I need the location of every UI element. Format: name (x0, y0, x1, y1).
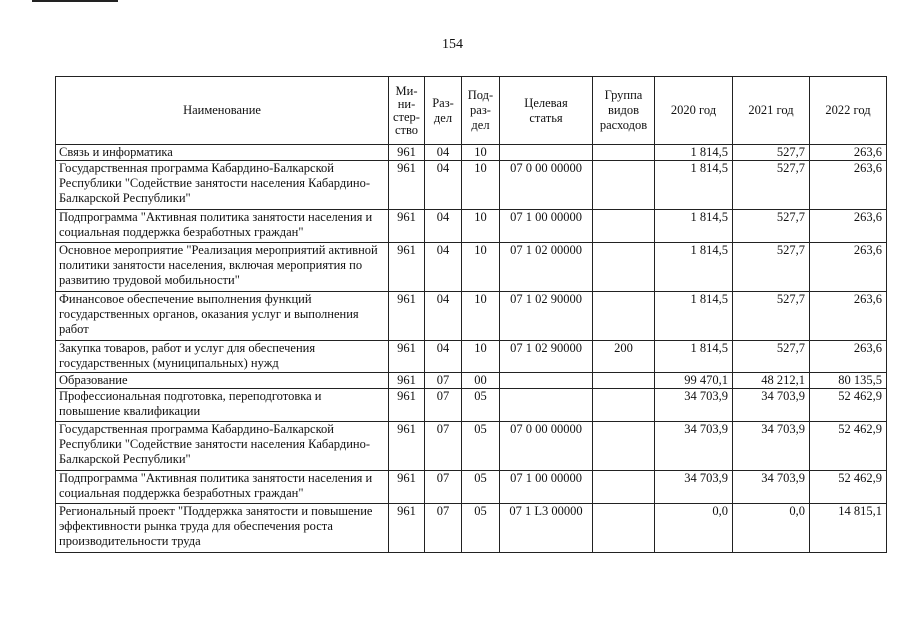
table-row (56, 210, 887, 243)
page-number: 154 (442, 37, 463, 52)
row-2021: 34 703,9 (733, 471, 810, 504)
row-2020: 1 814,5 (655, 210, 733, 243)
row-expense-group (593, 504, 655, 553)
header-2021: 2021 год (733, 77, 810, 145)
row-target (500, 373, 593, 389)
row-target: 07 1 02 00000 (500, 243, 593, 292)
row-name: Региональный проект "Поддержка занятости и повышение эффективности рынка труда для обеспечения роста производительности труда (56, 504, 389, 553)
row-name: Основное мероприятие "Реализация мероприятий активной политики занятости населения, включая мероприятия по развитию трудовой мобильности" (56, 243, 389, 292)
row-target: 07 1 00 00000 (500, 471, 593, 504)
header-target: Целевая статья (500, 77, 593, 145)
row-2021: 527,7 (733, 210, 810, 243)
row-ministry: 961 (389, 292, 425, 341)
table-row (56, 161, 887, 210)
row-name: Образование (56, 373, 389, 389)
row-target: 07 1 02 90000 (500, 341, 593, 373)
row-expense-group (593, 243, 655, 292)
table-row (56, 145, 887, 161)
row-ministry: 961 (389, 422, 425, 471)
row-section: 07 (425, 373, 462, 389)
row-name: Государственная программа Кабардино-Балкарской Республики "Содействие занятости населения Кабардино-Балкарской Республики" (56, 422, 389, 471)
table-row (56, 292, 887, 341)
row-name: Государственная программа Кабардино-Балкарской Республики "Содействие занятости населения Кабардино-Балкарской Республики" (56, 161, 389, 210)
row-2021: 48 212,1 (733, 373, 810, 389)
row-section: 04 (425, 292, 462, 341)
row-2020: 1 814,5 (655, 341, 733, 373)
row-ministry: 961 (389, 373, 425, 389)
header-section: Раз- дел (425, 77, 462, 145)
row-2021: 527,7 (733, 243, 810, 292)
row-expense-group (593, 373, 655, 389)
row-ministry: 961 (389, 471, 425, 504)
table-row (56, 422, 887, 471)
row-subsection: 10 (462, 341, 500, 373)
row-ministry: 961 (389, 504, 425, 553)
row-2020: 1 814,5 (655, 145, 733, 161)
row-subsection: 10 (462, 243, 500, 292)
row-section: 04 (425, 210, 462, 243)
row-2022: 52 462,9 (810, 389, 887, 422)
row-ministry: 961 (389, 145, 425, 161)
row-target (500, 145, 593, 161)
row-section: 07 (425, 422, 462, 471)
header-expense-group: Группа видов расходов (593, 77, 655, 145)
row-2020: 34 703,9 (655, 471, 733, 504)
row-ministry: 961 (389, 210, 425, 243)
row-expense-group (593, 210, 655, 243)
row-section: 07 (425, 471, 462, 504)
row-section: 04 (425, 341, 462, 373)
row-target: 07 1 00 00000 (500, 210, 593, 243)
row-target: 07 0 00 00000 (500, 422, 593, 471)
table-row (56, 373, 887, 389)
row-expense-group (593, 422, 655, 471)
row-2020: 1 814,5 (655, 161, 733, 210)
header-2022: 2022 год (810, 77, 887, 145)
row-subsection: 10 (462, 210, 500, 243)
row-2020: 1 814,5 (655, 243, 733, 292)
row-subsection: 05 (462, 504, 500, 553)
row-2022: 263,6 (810, 243, 887, 292)
row-section: 04 (425, 243, 462, 292)
row-name: Профессиональная подготовка, переподготовка и повышение квалификации (56, 389, 389, 422)
top-corner-mark (0, 0, 130, 4)
row-name: Закупка товаров, работ и услуг для обеспечения государственных (муниципальных) нужд (56, 341, 389, 373)
row-2021: 527,7 (733, 161, 810, 210)
row-2022: 52 462,9 (810, 422, 887, 471)
row-expense-group (593, 145, 655, 161)
row-2022: 263,6 (810, 161, 887, 210)
row-section: 07 (425, 389, 462, 422)
header-name: Наименование (56, 77, 389, 145)
row-section: 04 (425, 145, 462, 161)
row-ministry: 961 (389, 389, 425, 422)
row-subsection: 10 (462, 145, 500, 161)
row-2020: 0,0 (655, 504, 733, 553)
row-2021: 527,7 (733, 145, 810, 161)
row-subsection: 05 (462, 422, 500, 471)
table-row (56, 504, 887, 553)
row-expense-group (593, 161, 655, 210)
row-2021: 527,7 (733, 341, 810, 373)
row-name: Связь и информатика (56, 145, 389, 161)
row-expense-group: 200 (593, 341, 655, 373)
row-name: Финансовое обеспечение выполнения функций государственных органов, оказания услуг и выполнения работ (56, 292, 389, 341)
row-section: 04 (425, 161, 462, 210)
row-name: Подпрограмма "Активная политика занятости населения и социальная поддержка безработных граждан" (56, 471, 389, 504)
header-ministry: Ми- ни- стер- ство (389, 77, 425, 145)
table-body (56, 145, 887, 553)
row-name: Подпрограмма "Активная политика занятости населения и социальная поддержка безработных граждан" (56, 210, 389, 243)
row-expense-group (593, 389, 655, 422)
table-row (56, 389, 887, 422)
row-2021: 0,0 (733, 504, 810, 553)
row-ministry: 961 (389, 341, 425, 373)
row-target: 07 1 L3 00000 (500, 504, 593, 553)
row-2020: 34 703,9 (655, 422, 733, 471)
row-2020: 34 703,9 (655, 389, 733, 422)
row-subsection: 10 (462, 161, 500, 210)
row-2022: 263,6 (810, 210, 887, 243)
row-2022: 52 462,9 (810, 471, 887, 504)
table-row (56, 341, 887, 373)
row-2022: 80 135,5 (810, 373, 887, 389)
header-subsection: Под- раз- дел (462, 77, 500, 145)
row-2022: 14 815,1 (810, 504, 887, 553)
row-subsection: 05 (462, 389, 500, 422)
row-subsection: 05 (462, 471, 500, 504)
table-row (56, 243, 887, 292)
table-row (56, 471, 887, 504)
row-section: 07 (425, 504, 462, 553)
row-2020: 99 470,1 (655, 373, 733, 389)
row-ministry: 961 (389, 161, 425, 210)
row-target (500, 389, 593, 422)
table-header-row (56, 77, 887, 145)
row-2022: 263,6 (810, 341, 887, 373)
row-2022: 263,6 (810, 292, 887, 341)
row-target: 07 1 02 90000 (500, 292, 593, 341)
row-2021: 34 703,9 (733, 389, 810, 422)
row-2021: 34 703,9 (733, 422, 810, 471)
row-expense-group (593, 471, 655, 504)
row-subsection: 00 (462, 373, 500, 389)
row-ministry: 961 (389, 243, 425, 292)
row-subsection: 10 (462, 292, 500, 341)
row-expense-group (593, 292, 655, 341)
row-2022: 263,6 (810, 145, 887, 161)
row-target: 07 0 00 00000 (500, 161, 593, 210)
header-2020: 2020 год (655, 77, 733, 145)
row-2020: 1 814,5 (655, 292, 733, 341)
row-2021: 527,7 (733, 292, 810, 341)
budget-table (55, 76, 887, 553)
